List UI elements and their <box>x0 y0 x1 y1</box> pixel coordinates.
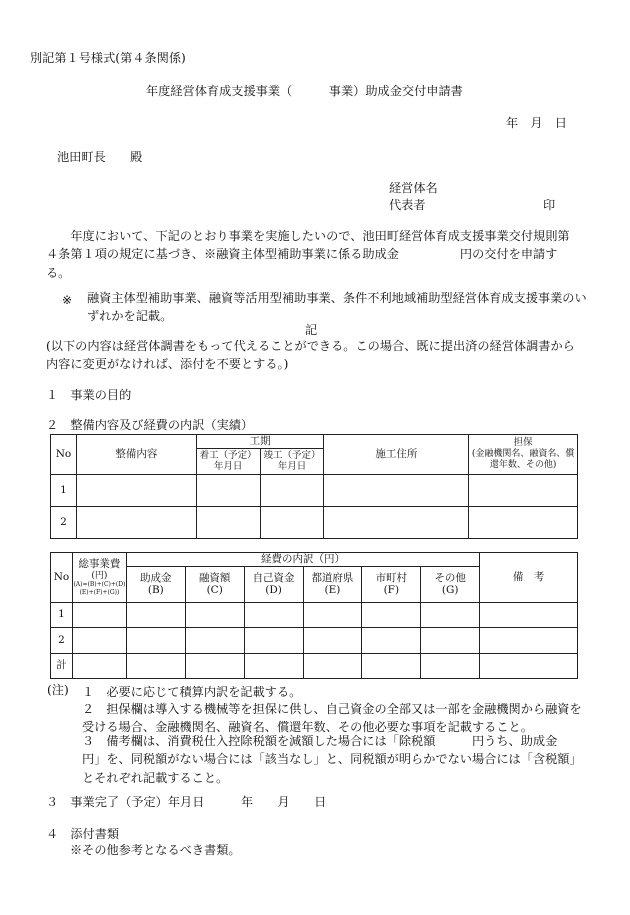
cell[interactable] <box>480 602 578 627</box>
cell[interactable] <box>421 627 480 653</box>
body-paragraph: 年度において、下記のとおり事業を実施したいので、池田町経営体育成支援事業交付規則第４条第１項の規定に基づき、※融資主体型補助事業に係る助成金 円の交付を申請する。 <box>46 229 570 280</box>
formula: (A)=(B)+(C)+(D)(E)+(F)+(G)) <box>73 581 126 596</box>
cell[interactable] <box>185 653 244 678</box>
col-start <box>196 448 260 474</box>
cell-end[interactable] <box>260 506 324 538</box>
cell[interactable] <box>480 653 578 678</box>
col-prefecture: 都道府県 (E) <box>303 566 362 602</box>
cell-location[interactable] <box>324 506 469 538</box>
col-remarks: 備 考 <box>480 553 578 603</box>
collateral-label: 担保 <box>513 437 533 449</box>
addressee: 池田町長 殿 <box>57 150 143 164</box>
cell[interactable] <box>421 602 480 627</box>
form-number: 別記第１号様式(第４条関係) <box>30 51 186 65</box>
cell[interactable] <box>421 653 480 678</box>
cell-collateral[interactable] <box>469 474 578 506</box>
cell-start[interactable] <box>196 506 260 538</box>
cell[interactable] <box>126 602 185 627</box>
col-loan: 融資額 (C) <box>185 566 244 602</box>
col-content: 整備内容 <box>76 435 196 475</box>
start-label: 着工（予定） <box>199 449 257 461</box>
note-3: ３ 備考欄は、消費税仕入控除税額を減額した場合には「除税額 円うち、助成金 円」を、同税額がない場合には「該当なし」と、同税額が明らかでない場合には「含税額」とそれぞれ記載すること。 <box>82 734 594 785</box>
start-ymd: 年月日 <box>213 461 243 473</box>
ki-heading: 記 <box>305 323 318 337</box>
cell[interactable] <box>303 627 362 653</box>
yen-label: (円) <box>91 570 108 581</box>
end-ymd: 年月日 <box>277 461 307 473</box>
col-location: 施工住所 <box>324 435 469 475</box>
cell-content[interactable] <box>76 506 196 538</box>
cell-content[interactable] <box>76 474 196 506</box>
row-no: 2 <box>51 506 77 538</box>
section-2: ２ 整備内容及び経費の内訳（実績） <box>46 418 254 432</box>
col-period: 工期 <box>196 435 324 449</box>
cell-end[interactable] <box>260 474 324 506</box>
equipment-table <box>50 434 578 539</box>
col-breakdown: 経費の内訳（円） <box>126 553 479 567</box>
col-other: その他 (G) <box>421 566 480 602</box>
section-4-note: ※その他参考となるべき書類。 <box>70 843 241 857</box>
document-title: 年度経営体育成支援事業（ 事業）助成金交付申請書 <box>146 84 463 98</box>
cell-collateral[interactable] <box>469 506 578 538</box>
col-subsidy: 助成金 (B) <box>126 566 185 602</box>
notes-head: (注) <box>47 683 69 697</box>
cell[interactable] <box>362 602 421 627</box>
collateral-detail: (金融機関名、融資名、償還年数、その他) <box>471 448 575 471</box>
cell[interactable] <box>185 627 244 653</box>
date-line: 年 月 日 <box>506 116 567 130</box>
note-1: １ 必要に応じて積算内訳を記載する。 <box>82 685 302 699</box>
col-total <box>72 553 126 603</box>
cell[interactable] <box>126 627 185 653</box>
section-3: ３ 事業完了（予定）年月日 年 月 日 <box>46 795 327 809</box>
cell-location[interactable] <box>324 474 469 506</box>
cell[interactable] <box>126 653 185 678</box>
cell[interactable] <box>72 602 126 627</box>
cell[interactable] <box>244 653 303 678</box>
seal-mark: 印 <box>543 198 556 212</box>
cell[interactable] <box>72 653 126 678</box>
applicant-name-label: 経営体名 <box>389 181 438 195</box>
col-end <box>260 448 324 474</box>
cell-start[interactable] <box>196 474 260 506</box>
cell[interactable] <box>244 602 303 627</box>
note-mark: ※ <box>62 293 73 307</box>
end-label: 竣工（予定） <box>263 449 321 461</box>
total-label: 総事業費 <box>78 558 121 571</box>
row-no: 1 <box>51 474 77 506</box>
cell[interactable] <box>362 627 421 653</box>
cell[interactable] <box>480 627 578 653</box>
note-2: ２ 担保欄は導入する機械等を担保に供し、自己資金の全部又は一部を金融機関から融資を受ける場合、金融機関名、融資名、償還年数、その他必要な事項を記載すること。 <box>82 702 582 735</box>
section-4: ４ 添付書類 <box>46 827 120 841</box>
row-no: 2 <box>51 627 73 653</box>
col-collateral <box>469 435 578 475</box>
ki-note: (以下の内容は経営体調書をもって代えることができる。この場合、既に提出済の経営体調書から内容に変更がなければ、添付を不要とする。) <box>46 339 575 371</box>
cell[interactable] <box>72 627 126 653</box>
cell[interactable] <box>244 627 303 653</box>
cell[interactable] <box>362 653 421 678</box>
cost-table <box>50 552 578 679</box>
cell[interactable] <box>303 653 362 678</box>
row-total: 計 <box>51 653 73 678</box>
cell[interactable] <box>185 602 244 627</box>
col-no: No <box>51 553 73 603</box>
col-no: No <box>51 435 77 475</box>
representative-label: 代表者 <box>389 198 426 212</box>
note-text: 融資主体型補助事業、融資等活用型補助事業、条件不利地域補助型経営体育成支援事業のいずれかを記載。 <box>87 291 587 323</box>
section-1: １ 事業の目的 <box>46 388 132 402</box>
row-no: 1 <box>51 602 73 627</box>
col-municipality: 市町村 (F) <box>362 566 421 602</box>
cell[interactable] <box>303 602 362 627</box>
col-own-funds: 自己資金 (D) <box>244 566 303 602</box>
